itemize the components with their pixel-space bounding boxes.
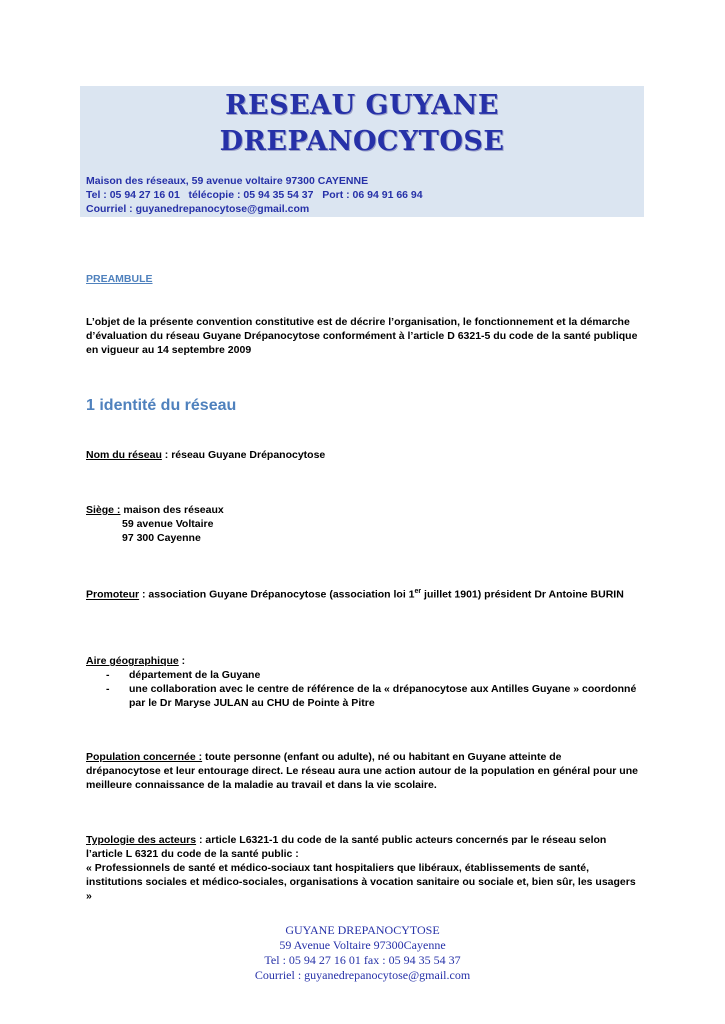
typologie-quote: « Professionnels de santé et médico-sociaux tant hospitaliers que libéraux, établissements de santé, institutions sociales et médico-sociales, organisations à vocation sanitaire ou sociale et, bien sûr, les usagers » — [86, 862, 636, 902]
nom-label: Nom du réseau — [86, 449, 162, 461]
siege-line-1: maison des réseaux — [120, 504, 224, 516]
list-item: - une collaboration avec le centre de référence de la « drépanocytose aux Antilles Guyane » coordonné par le Dr Maryse JULAN au CHU de Pointe à Pitre — [106, 683, 637, 709]
typologie-value: : article L6321-1 du code de la santé public acteurs concernés par le réseau selon l’article L 6321 du code de la santé public : — [86, 834, 607, 860]
aire-label: Aire géographique — [86, 655, 179, 667]
preamble-heading: PREAMBULE — [86, 273, 153, 285]
footer-line-4: Courriel : guyanedrepanocytose@gmail.com — [254, 968, 471, 982]
title-line-1: RESEAU GUYANE — [225, 90, 499, 121]
nom-value: : réseau Guyane Drépanocytose — [161, 449, 326, 461]
promoteur-sup: er — [414, 588, 422, 595]
siege-line-2: 59 avenue Voltaire — [122, 518, 214, 530]
aire-list — [86, 668, 638, 710]
nom-reseau — [86, 448, 638, 462]
promoteur — [86, 585, 638, 602]
aire-geographique — [86, 654, 638, 710]
header-contact — [86, 174, 423, 216]
population — [86, 750, 638, 792]
header-address: Maison des réseaux, 59 avenue voltaire 97300 CAYENNE — [86, 175, 369, 187]
population-value: toute personne (enfant ou adulte), né ou habitant en Guyane atteinte de drépanocytose et leur entourage direct. Le réseau aura une action autour de la population en général pour une meilleure connaissance de la maladie au travail et dans la vie scolaire. — [86, 751, 638, 791]
footer-line-1: GUYANE DREPANOCYTOSE — [285, 923, 440, 937]
preamble-text: L’objet de la présente convention constitutive est de décrire l’organisation, le fonctionnement et la démarche d’évaluation du réseau Guyane Drépanocytose conformément à l’article D 6321-5 du code de la santé publique en vigueur au 14 septembre 2009 — [86, 316, 638, 356]
aire-suffix: : — [178, 655, 186, 667]
list-item: - département de la Guyane — [106, 669, 261, 681]
header-box — [80, 86, 644, 217]
promoteur-value-a: : association Guyane Drépanocytose (association loi 1 — [139, 588, 415, 601]
footer — [0, 923, 725, 983]
footer-line-2: 59 Avenue Voltaire 97300Cayenne — [279, 938, 446, 952]
title-line-2: DREPANOCYTOSE — [219, 126, 505, 157]
header-email: Courriel : guyanedrepanocytose@gmail.com — [86, 203, 310, 215]
siege-label: Siège : — [86, 504, 121, 516]
siege — [86, 503, 638, 545]
header-phones: Tel : 05 94 27 16 01 télécopie : 05 94 35 54 37 Port : 06 94 91 66 94 — [86, 189, 423, 201]
siege-line-3: 97 300 Cayenne — [122, 532, 201, 544]
footer-line-3: Tel : 05 94 27 16 01 fax : 05 94 35 54 37 — [264, 953, 461, 967]
section-1-title: 1 identité du réseau — [86, 397, 237, 414]
promoteur-value-b: juillet 1901) président Dr Antoine BURIN — [421, 588, 624, 601]
typologie-label: Typologie des acteurs — [86, 834, 197, 846]
population-label: Population concernée : — [86, 751, 203, 763]
promoteur-label: Promoteur — [86, 588, 140, 601]
typologie — [86, 833, 638, 903]
